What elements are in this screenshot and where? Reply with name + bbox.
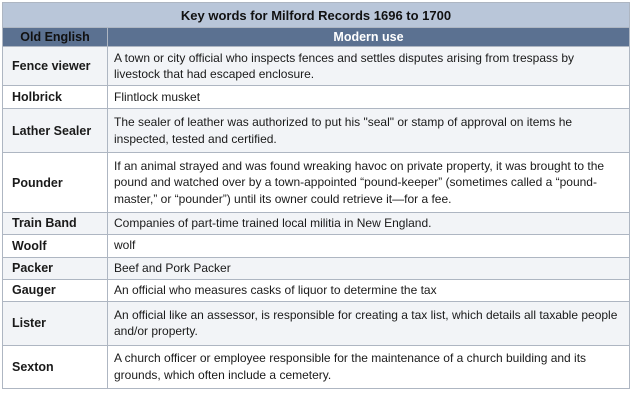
definition-cell: Flintlock musket (108, 86, 630, 109)
table-row (3, 234, 630, 257)
table-row (3, 109, 630, 153)
table-row (3, 213, 630, 235)
definition-cell: An official who measures casks of liquor to determine the tax (108, 279, 630, 301)
key-words-table (2, 2, 630, 389)
definition-cell: wolf (108, 234, 630, 257)
definition-cell: If an animal strayed and was found wreaking havoc on private property, it was brought to the pound and watched over by a town-appointed “pound-keeper” (sometimes called a “pound-master,” or “pounder”) until its owner could retrieve it—for a fee. (108, 153, 630, 213)
term-cell: Pounder (3, 153, 108, 213)
term-cell: Lather Sealer (3, 109, 108, 153)
term-cell: Fence viewer (3, 47, 108, 86)
table-row (3, 153, 630, 213)
table-title: Key words for Milford Records 1696 to 1700 (3, 3, 630, 28)
table-row (3, 279, 630, 301)
key-words-table-container (2, 2, 629, 389)
table-row (3, 86, 630, 109)
definition-cell: Companies of part-time trained local militia in New England. (108, 213, 630, 235)
term-cell: Woolf (3, 234, 108, 257)
term-cell: Train Band (3, 213, 108, 235)
term-cell: Packer (3, 257, 108, 279)
definition-cell: A church officer or employee responsible for the maintenance of a church building and its grounds, which often include a cemetery. (108, 345, 630, 388)
column-header-modern-use: Modern use (108, 28, 630, 47)
term-cell: Lister (3, 301, 108, 345)
definition-cell: A town or city official who inspects fences and settles disputes arising from trespass by livestock that had escaped enclosure. (108, 47, 630, 86)
term-cell: Holbrick (3, 86, 108, 109)
table-row (3, 345, 630, 388)
table-row (3, 47, 630, 86)
table-row (3, 301, 630, 345)
table-row (3, 257, 630, 279)
column-header-old-english: Old English (3, 28, 108, 47)
definition-cell: An official like an assessor, is responsible for creating a tax list, which details all taxable people and/or property. (108, 301, 630, 345)
term-cell: Gauger (3, 279, 108, 301)
definition-cell: The sealer of leather was authorized to put his "seal" or stamp of approval on items he inspected, tested and certified. (108, 109, 630, 153)
term-cell: Sexton (3, 345, 108, 388)
definition-cell: Beef and Pork Packer (108, 257, 630, 279)
column-header-row (3, 28, 630, 47)
